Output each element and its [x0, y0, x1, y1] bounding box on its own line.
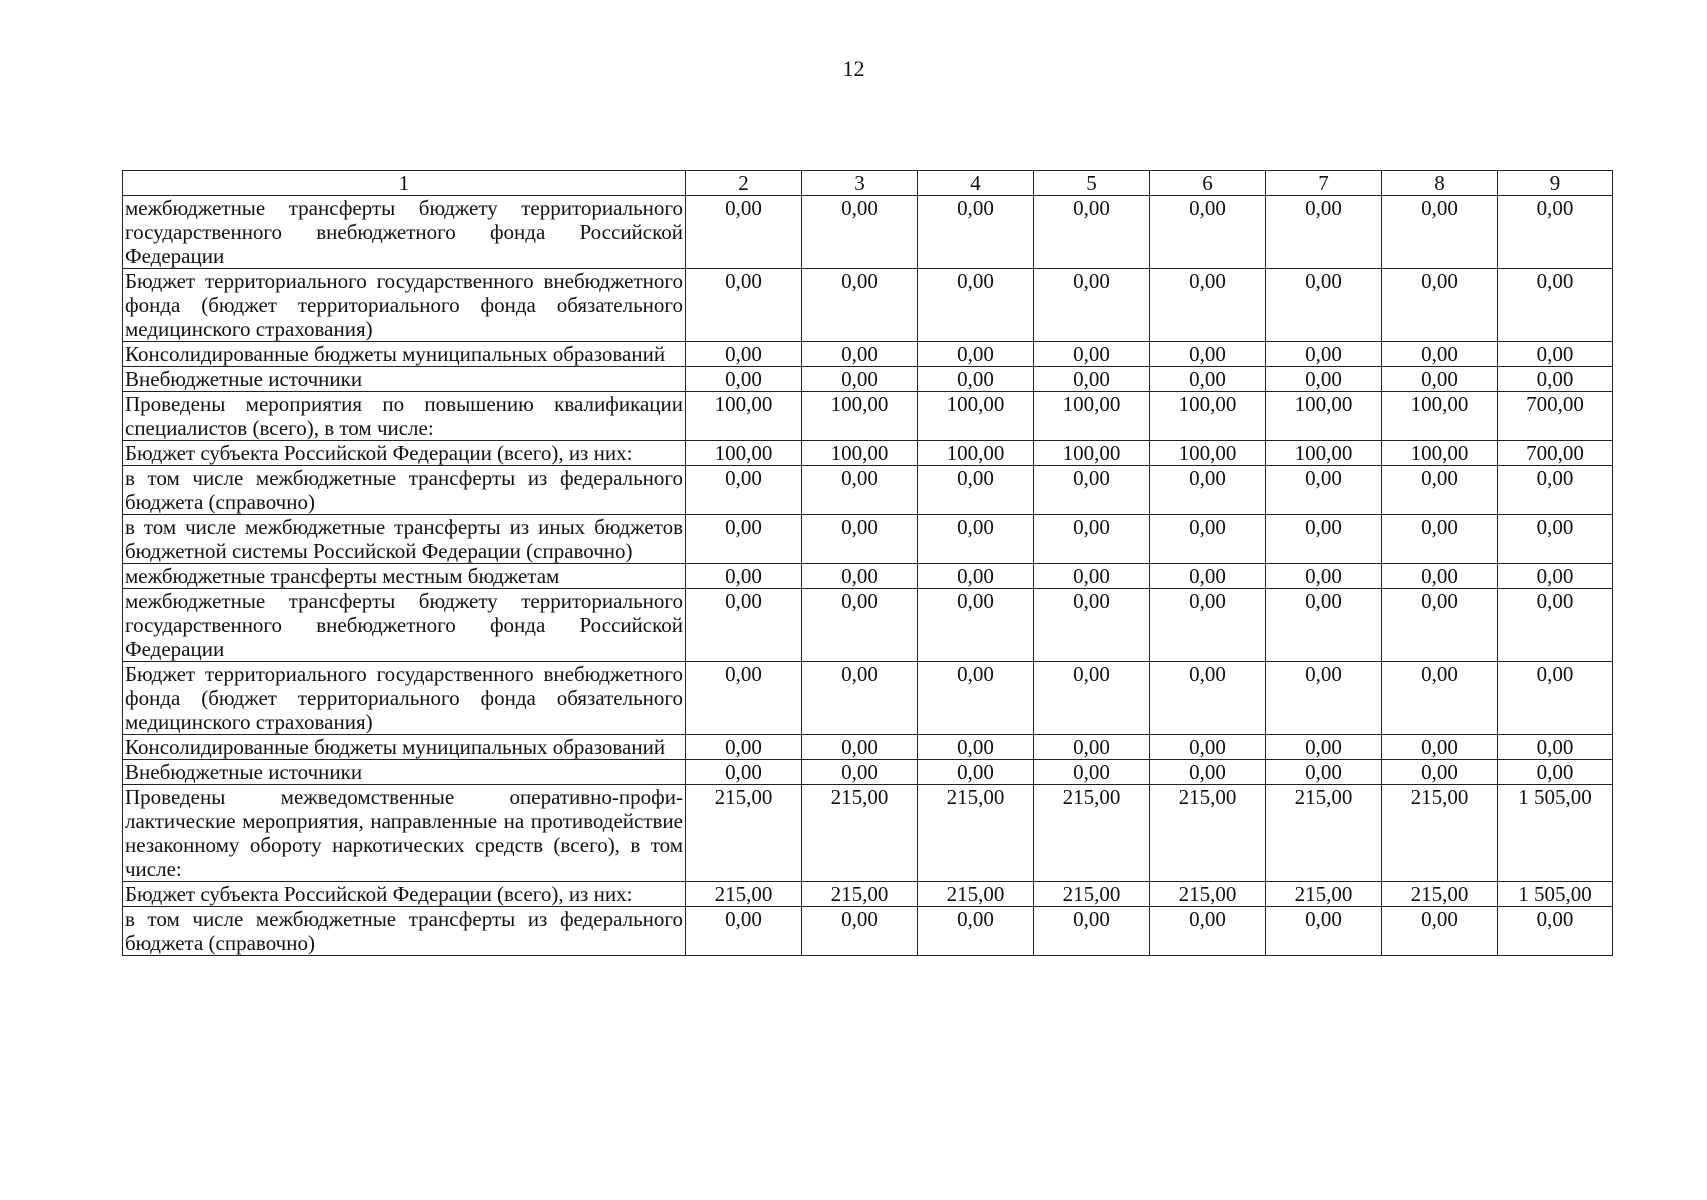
- value-cell: 0,00: [1266, 515, 1382, 564]
- value-cell: 100,00: [1382, 392, 1498, 441]
- value-cell: 0,00: [1382, 662, 1498, 735]
- value-cell: 0,00: [686, 735, 802, 760]
- column-header: 2: [686, 171, 802, 196]
- value-cell: 0,00: [1034, 907, 1150, 956]
- table-row: [123, 907, 1613, 956]
- value-cell: 0,00: [1498, 466, 1613, 515]
- value-cell: 0,00: [1498, 589, 1613, 662]
- value-cell: 0,00: [918, 269, 1034, 342]
- value-cell: 700,00: [1498, 441, 1613, 466]
- column-header: 6: [1150, 171, 1266, 196]
- table-row: [123, 785, 1613, 882]
- value-cell: 0,00: [1034, 196, 1150, 269]
- value-cell: 0,00: [918, 196, 1034, 269]
- value-cell: 100,00: [802, 441, 918, 466]
- value-cell: 0,00: [802, 735, 918, 760]
- value-cell: 100,00: [1034, 392, 1150, 441]
- value-cell: 0,00: [802, 342, 918, 367]
- value-cell: 100,00: [686, 392, 802, 441]
- value-cell: 0,00: [1498, 196, 1613, 269]
- value-cell: 100,00: [1150, 441, 1266, 466]
- value-cell: 0,00: [1034, 589, 1150, 662]
- value-cell: 0,00: [1382, 342, 1498, 367]
- value-cell: 215,00: [1266, 785, 1382, 882]
- value-cell: 0,00: [686, 342, 802, 367]
- value-cell: 100,00: [1266, 392, 1382, 441]
- value-cell: 0,00: [686, 196, 802, 269]
- value-cell: 0,00: [1498, 515, 1613, 564]
- value-cell: 0,00: [802, 907, 918, 956]
- value-cell: 0,00: [1382, 907, 1498, 956]
- value-cell: 0,00: [1150, 466, 1266, 515]
- row-label: Консолидированные бюджеты муниципальных образований: [123, 342, 686, 367]
- value-cell: 0,00: [1382, 269, 1498, 342]
- value-cell: 0,00: [1034, 367, 1150, 392]
- table-row: [123, 735, 1613, 760]
- value-cell: 0,00: [918, 589, 1034, 662]
- value-cell: 0,00: [1034, 342, 1150, 367]
- value-cell: 0,00: [918, 760, 1034, 785]
- value-cell: 100,00: [918, 392, 1034, 441]
- value-cell: 0,00: [802, 589, 918, 662]
- row-label: в том числе межбюджетные трансферты из федерального бюджета (справочно): [123, 907, 686, 956]
- value-cell: 0,00: [686, 589, 802, 662]
- value-cell: 215,00: [1382, 785, 1498, 882]
- row-label: межбюджетные трансферты местным бюджетам: [123, 564, 686, 589]
- value-cell: 0,00: [1382, 367, 1498, 392]
- value-cell: 0,00: [1034, 466, 1150, 515]
- value-cell: 0,00: [918, 662, 1034, 735]
- budget-table: [122, 170, 1613, 956]
- table-row: [123, 564, 1613, 589]
- value-cell: 0,00: [1266, 589, 1382, 662]
- value-cell: 1 505,00: [1498, 785, 1613, 882]
- value-cell: 0,00: [1150, 367, 1266, 392]
- row-label: Бюджет субъекта Российской Федерации (всего), из них:: [123, 882, 686, 907]
- value-cell: 0,00: [1034, 760, 1150, 785]
- column-header: 9: [1498, 171, 1613, 196]
- value-cell: 0,00: [1382, 515, 1498, 564]
- table-row: [123, 515, 1613, 564]
- value-cell: 0,00: [1266, 196, 1382, 269]
- value-cell: 0,00: [1382, 735, 1498, 760]
- table-row: [123, 589, 1613, 662]
- value-cell: 100,00: [1382, 441, 1498, 466]
- value-cell: 0,00: [802, 269, 918, 342]
- value-cell: 0,00: [1150, 589, 1266, 662]
- header-row: [123, 171, 1613, 196]
- value-cell: 0,00: [1382, 760, 1498, 785]
- row-label: в том числе межбюджетные трансферты из иных бюджетов бюджетной системы Российской Федерации (справочно): [123, 515, 686, 564]
- value-cell: 0,00: [918, 466, 1034, 515]
- table-row: [123, 882, 1613, 907]
- value-cell: 0,00: [918, 515, 1034, 564]
- value-cell: 0,00: [918, 342, 1034, 367]
- table-row: [123, 269, 1613, 342]
- value-cell: 0,00: [1150, 269, 1266, 342]
- value-cell: 215,00: [1150, 882, 1266, 907]
- value-cell: 0,00: [1266, 342, 1382, 367]
- value-cell: 0,00: [1498, 760, 1613, 785]
- value-cell: 0,00: [802, 515, 918, 564]
- value-cell: 215,00: [686, 882, 802, 907]
- value-cell: 0,00: [1150, 907, 1266, 956]
- table-row: [123, 367, 1613, 392]
- value-cell: 215,00: [1266, 882, 1382, 907]
- value-cell: 0,00: [1498, 269, 1613, 342]
- value-cell: 0,00: [1266, 662, 1382, 735]
- column-header: 7: [1266, 171, 1382, 196]
- value-cell: 0,00: [1266, 269, 1382, 342]
- row-label: Внебюджетные источники: [123, 367, 686, 392]
- value-cell: 0,00: [1498, 662, 1613, 735]
- row-label: Проведены мероприятия по повышению квалификации специалистов (всего), в том числе:: [123, 392, 686, 441]
- row-label: межбюджетные трансферты бюджету территориального государственного внебюджетного фонда Российской Федерации: [123, 196, 686, 269]
- value-cell: 0,00: [1382, 589, 1498, 662]
- value-cell: 0,00: [1150, 564, 1266, 589]
- value-cell: 215,00: [1382, 882, 1498, 907]
- value-cell: 100,00: [686, 441, 802, 466]
- value-cell: 100,00: [1266, 441, 1382, 466]
- value-cell: 0,00: [1266, 907, 1382, 956]
- row-label: Проведены межведомственные оперативно-профилактические мероприятия, направленные на противодействие незаконному обороту наркотических средств (всего), в том числе:: [123, 785, 686, 882]
- value-cell: 0,00: [1266, 735, 1382, 760]
- value-cell: 0,00: [686, 907, 802, 956]
- value-cell: 0,00: [1150, 760, 1266, 785]
- value-cell: 0,00: [802, 564, 918, 589]
- value-cell: 0,00: [1266, 367, 1382, 392]
- value-cell: 215,00: [686, 785, 802, 882]
- value-cell: 0,00: [1266, 760, 1382, 785]
- value-cell: 0,00: [1498, 735, 1613, 760]
- row-label: Бюджет территориального государственного внебюджетного фонда (бюджет территориального фонда обязательного медицинского страхования): [123, 662, 686, 735]
- value-cell: 0,00: [1498, 564, 1613, 589]
- row-label: Консолидированные бюджеты муниципальных образований: [123, 735, 686, 760]
- value-cell: 0,00: [1034, 515, 1150, 564]
- value-cell: 0,00: [1382, 564, 1498, 589]
- page-number: 12: [842, 56, 865, 81]
- table-row: [123, 342, 1613, 367]
- value-cell: 0,00: [918, 564, 1034, 589]
- value-cell: 0,00: [1266, 466, 1382, 515]
- value-cell: 0,00: [686, 466, 802, 515]
- value-cell: 1 505,00: [1498, 882, 1613, 907]
- table-row: [123, 760, 1613, 785]
- value-cell: 0,00: [1150, 196, 1266, 269]
- row-label: Бюджет территориального государственного внебюджетного фонда (бюджет территориального фонда обязательного медицинского страхования): [123, 269, 686, 342]
- value-cell: 0,00: [918, 367, 1034, 392]
- value-cell: 0,00: [1034, 564, 1150, 589]
- column-header: 8: [1382, 171, 1498, 196]
- value-cell: 215,00: [1150, 785, 1266, 882]
- column-header: 3: [802, 171, 918, 196]
- value-cell: 0,00: [918, 907, 1034, 956]
- value-cell: 0,00: [802, 760, 918, 785]
- value-cell: 215,00: [1034, 785, 1150, 882]
- value-cell: 0,00: [1034, 269, 1150, 342]
- value-cell: 100,00: [1150, 392, 1266, 441]
- value-cell: 0,00: [1034, 662, 1150, 735]
- value-cell: 0,00: [1498, 342, 1613, 367]
- value-cell: 0,00: [1150, 735, 1266, 760]
- value-cell: 0,00: [1382, 466, 1498, 515]
- value-cell: 0,00: [802, 662, 918, 735]
- value-cell: 0,00: [802, 466, 918, 515]
- row-label: межбюджетные трансферты бюджету территориального государственного внебюджетного фонда Российской Федерации: [123, 589, 686, 662]
- table-body: [123, 196, 1613, 956]
- value-cell: 0,00: [1150, 342, 1266, 367]
- value-cell: 0,00: [1498, 907, 1613, 956]
- column-header: 4: [918, 171, 1034, 196]
- value-cell: 0,00: [918, 735, 1034, 760]
- table-row: [123, 392, 1613, 441]
- value-cell: 215,00: [1034, 882, 1150, 907]
- value-cell: 215,00: [802, 785, 918, 882]
- value-cell: 0,00: [1382, 196, 1498, 269]
- value-cell: 100,00: [918, 441, 1034, 466]
- value-cell: 0,00: [686, 662, 802, 735]
- row-label: Бюджет субъекта Российской Федерации (всего), из них:: [123, 441, 686, 466]
- column-header: 1: [123, 171, 686, 196]
- value-cell: 215,00: [918, 785, 1034, 882]
- value-cell: 0,00: [1034, 735, 1150, 760]
- value-cell: 0,00: [1150, 662, 1266, 735]
- value-cell: 215,00: [918, 882, 1034, 907]
- value-cell: 0,00: [802, 367, 918, 392]
- table-row: [123, 441, 1613, 466]
- value-cell: 0,00: [686, 367, 802, 392]
- value-cell: 100,00: [1034, 441, 1150, 466]
- column-header: 5: [1034, 171, 1150, 196]
- value-cell: 0,00: [1150, 515, 1266, 564]
- table-row: [123, 466, 1613, 515]
- value-cell: 0,00: [1498, 367, 1613, 392]
- value-cell: 0,00: [686, 564, 802, 589]
- value-cell: 0,00: [686, 269, 802, 342]
- value-cell: 0,00: [802, 196, 918, 269]
- table-row: [123, 196, 1613, 269]
- row-label: в том числе межбюджетные трансферты из федерального бюджета (справочно): [123, 466, 686, 515]
- value-cell: 100,00: [802, 392, 918, 441]
- value-cell: 0,00: [686, 515, 802, 564]
- table-row: [123, 662, 1613, 735]
- value-cell: 700,00: [1498, 392, 1613, 441]
- value-cell: 0,00: [1266, 564, 1382, 589]
- row-label: Внебюджетные источники: [123, 760, 686, 785]
- value-cell: 215,00: [802, 882, 918, 907]
- value-cell: 0,00: [686, 760, 802, 785]
